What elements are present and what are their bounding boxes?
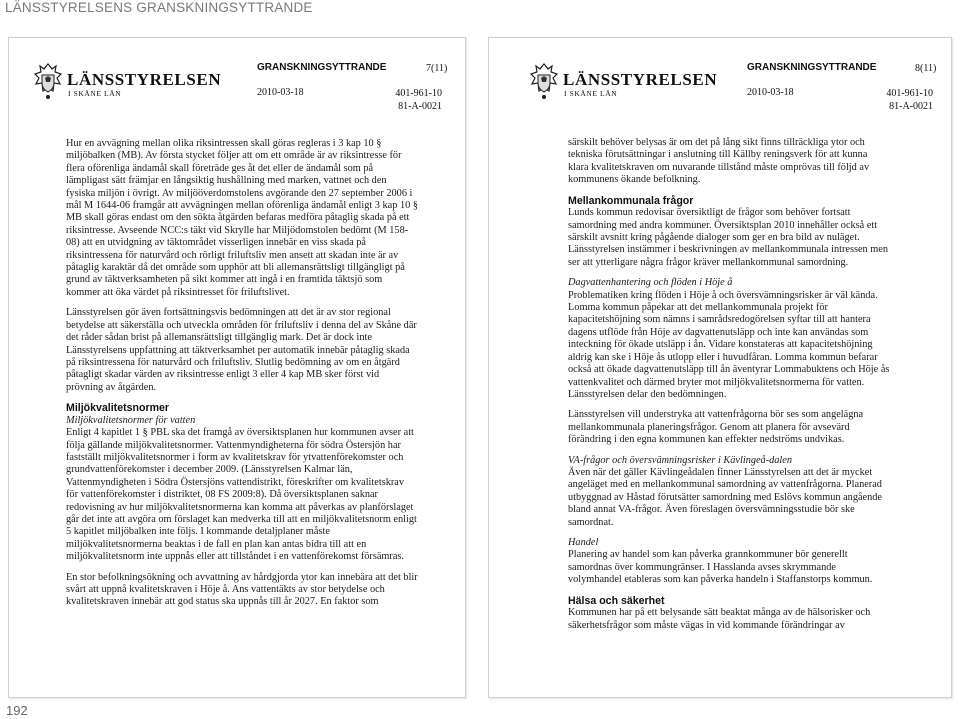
logo-county: I SKÅNE LÄN: [68, 89, 122, 98]
paragraph: Problematiken kring flöden i Höje å och översvämningsrisker är väl kända. Lomma kommun påpekar att det mellankommunala projekt för kapacitetshöjning som nämns i samrådsredogörelsen syftar till att hantera dagens utflöde från Höje av dagvattenutsläpp och inte kan användas som inteckning för ökade utsläpp i ån. Vidare konstateras att kapacitetshöjning aldrig kan ske i Höje ås utlopp eller i huvudfåran. Lomma kommun befarar också att ökade dagvattenutsläpp till ån äventyrar Lommabuktens och Höje ås vattenkvalitet och därmed bryter mot miljökvalitetsnormerna för vatten. Länsstyrelsen delar den bedömningen.: [568, 289, 890, 400]
reference-number-1: 401-961-10: [395, 88, 442, 99]
reference-numbers: [395, 87, 442, 113]
logo-agency-name: LÄNSSTYRELSEN: [563, 70, 718, 89]
page-doc-title: GRANSKNINGSYTTRANDE: [257, 62, 387, 73]
page-number: 192: [6, 703, 28, 718]
document-page-right: [488, 37, 952, 698]
paragraph: Länsstyrelsen vill understryka att vattenfrågorna bör ses som angelägna mellankommunala planeringsfrågor. Genom att planera för avsevärd förändring i den egna kommunen kan effekter nedströms undvikas.: [568, 409, 864, 446]
reference-number-1: 401-961-10: [886, 88, 933, 99]
paragraph: Hur en avvägning mellan olika riksintressen skall göras regleras i 3 kap 10 § miljöbalken (MB). Av första stycket följer att om ett område är av riksintresse för flera oförenliga ändamål skall företräde ges åt det eller de ändamål som på lämpligast sätt främjar en långsiktig hushållning med marken, vattnet och den fysiska miljön i övrigt. Av miljööverdomstolens avgörande den 27 september 2006 i mål M 1644-06 framgår att avvägningen mellan oförenliga ändamål enligt 3 kap 10 § MB skall göras endast om den sökta åtgärden befaras medföra påtaglig skada på ett riksintresse. Avseende NCC:s täkt vid Skrylle har Miljödomstolen bedömt (M 158-08) att en utvidgning av täktområdet visserligen innebär en viss skada på riksintressena för naturvård och rörligt friluftsliv men ansett att skadan inte är av påtaglig karaktär då det område som upphör att bli allemansrättsligt tillgängligt på grund av täktverksamheten på sikt kommer att ingå i en framtida täktsjö som kommer att öka värdet på riksintresset för friluftslivet.: [66, 138, 418, 298]
paragraph: Även när det gäller Kävlingeådalen finner Länsstyrelsen att det är mycket angeläget med en mellankommunal samordning av vattenfrågorna. Planerad utbyggnad av Håstad förutsätter samordning med Eslövs kommun angående bland annat VA-frågor. Även föreslagen översvämningsstudie bör ske samordnat.: [568, 466, 882, 528]
logo-agency-name: LÄNSSTYRELSEN: [67, 70, 222, 89]
subsection-heading: Handel: [568, 536, 599, 548]
page-doc-title: GRANSKNINGSYTTRANDE: [747, 62, 877, 73]
document-date: 2010-03-18: [257, 87, 304, 98]
page-counter: 8(11): [915, 63, 937, 74]
paragraph: Planering av handel som kan påverka grannkommuner bör generellt samordnas över kommungränser. I Hasslanda avses skrymmande volymhandel etableras som kan påverka handeln i Staffanstorps kommun.: [568, 549, 873, 586]
coat-of-arms-icon: [529, 61, 559, 101]
document-header: LÄNSSTYRELSENS GRANSKNINGSYTTRANDE: [5, 0, 313, 15]
paragraph: särskilt behöver belysas är om det på lång sikt finns tillräckliga ytor och tekniska förutsättningar i anslutning till Källby reningsverk för att kunna klara kvalitetskraven om nuvarande tillstånd måste omprövas till följd av kommunens ökande befolkning.: [568, 137, 870, 186]
paragraph: En stor befolkningsökning och avvattning av hårdgjorda ytor kan innebära att det blir svårt att uppnå kvalitetskraven i Höje å. Ans vattentäkts av stor betydelse och kvalitetskraven innebär att god status ska uppnås till år 2027. En faktor som: [66, 571, 418, 608]
section-heading: Mellankommunala frågor: [568, 194, 694, 207]
paragraph: Enligt 4 kapitlet 1 § PBL ska det framgå av översiktsplanen hur kommunen avser att följa gällande miljökvalitetsnormer. Vattenmyndigheterna för södra Östersjön har fastställt miljökvalitetsnormer i form av kvalitetskrav för ytvattenförekomster och grundvattenförekomster i december 2009. (Länsstyrelsen Kalmar län, Vattenmyndigheten i Södra Östersjöns vattendistrikt, föreskrifter om kvalitetskrav för vattenförekomster i distriktet, 08 FS 2009:8). Då översiktsplanen saknar redovisning av hur miljökvalitetsnormerna kan komma att påverkas av planförslaget går det inte att avgöra om förslaget kan medverka till att en miljökvalitetsnorm enligt 5 kapitlet miljöbalken inte följs. I kommande detaljplaner måste miljökvalitetsnormerna beaktas i de fall en plan kan antas bidra till att en miljökvalitetsnorm inte uppnås eller att tillståndet i en vattenförekomst försämras.: [66, 427, 417, 563]
document-page-left: [8, 37, 466, 698]
subsection-heading: VA-frågor och översvämningsrisker i Kävlingeå-dalen: [568, 454, 793, 466]
subsection-heading: Dagvattenhantering och flöden i Höje å: [568, 277, 733, 289]
reference-number-2: 81-A-0021: [398, 101, 442, 112]
document-date: 2010-03-18: [747, 87, 794, 98]
paragraph: Kommunen har på ett belysande sätt beaktat många av de hälsorisker och säkerhetsfrågor som måste vägas in vid kommande förändringar av: [568, 607, 871, 631]
paragraph: Länsstyrelsen gör även fortsättningsvis bedömningen att det är av stor regional betydelse att säkerställa och utveckla områden för friluftsliv i denna del av Skåne där det råder sådan brist på allemansrättsligt tillgänglig mark. Det är dock inte Länsstyrelsens uppfattning att täktverksamhet per automatik innebär påtaglig skada på riksintressena för naturvård och friluftsliv. Slutlig bedömning av om en åtgärd påtagligt skadar värden av riksintresse enligt 3 eller 4 kap MB sker först vid prövning av åtgärden.: [66, 307, 417, 393]
agency-logo: [33, 61, 222, 121]
logo-county: I SKÅNE LÄN: [564, 89, 618, 98]
page-body-text: [66, 138, 418, 617]
coat-of-arms-icon: [33, 61, 63, 101]
agency-logo: [529, 61, 718, 121]
reference-numbers: [886, 87, 933, 113]
section-heading: Hälsa och säkerhet: [568, 594, 665, 607]
section-heading: Miljökvalitetsnormer: [66, 402, 170, 415]
page-counter: 7(11): [426, 63, 448, 74]
reference-number-2: 81-A-0021: [889, 101, 933, 112]
page-body-text: [568, 137, 890, 640]
paragraph: Lunds kommun redovisar översiktligt de frågor som behöver fortsatt samordning med andra kommuner. Översiktsplan 2010 innehåller också ett särskilt avsnitt kring pågående dialoger som ger en bra bild av nuläget. Länsstyrelsen instämmer i beskrivningen av mellankommunala intressen men ser att ytterligare några frågor kräver mellankommunal samordning.: [568, 207, 888, 268]
subsection-heading: Miljökvalitetsnormer för vatten: [66, 414, 196, 426]
